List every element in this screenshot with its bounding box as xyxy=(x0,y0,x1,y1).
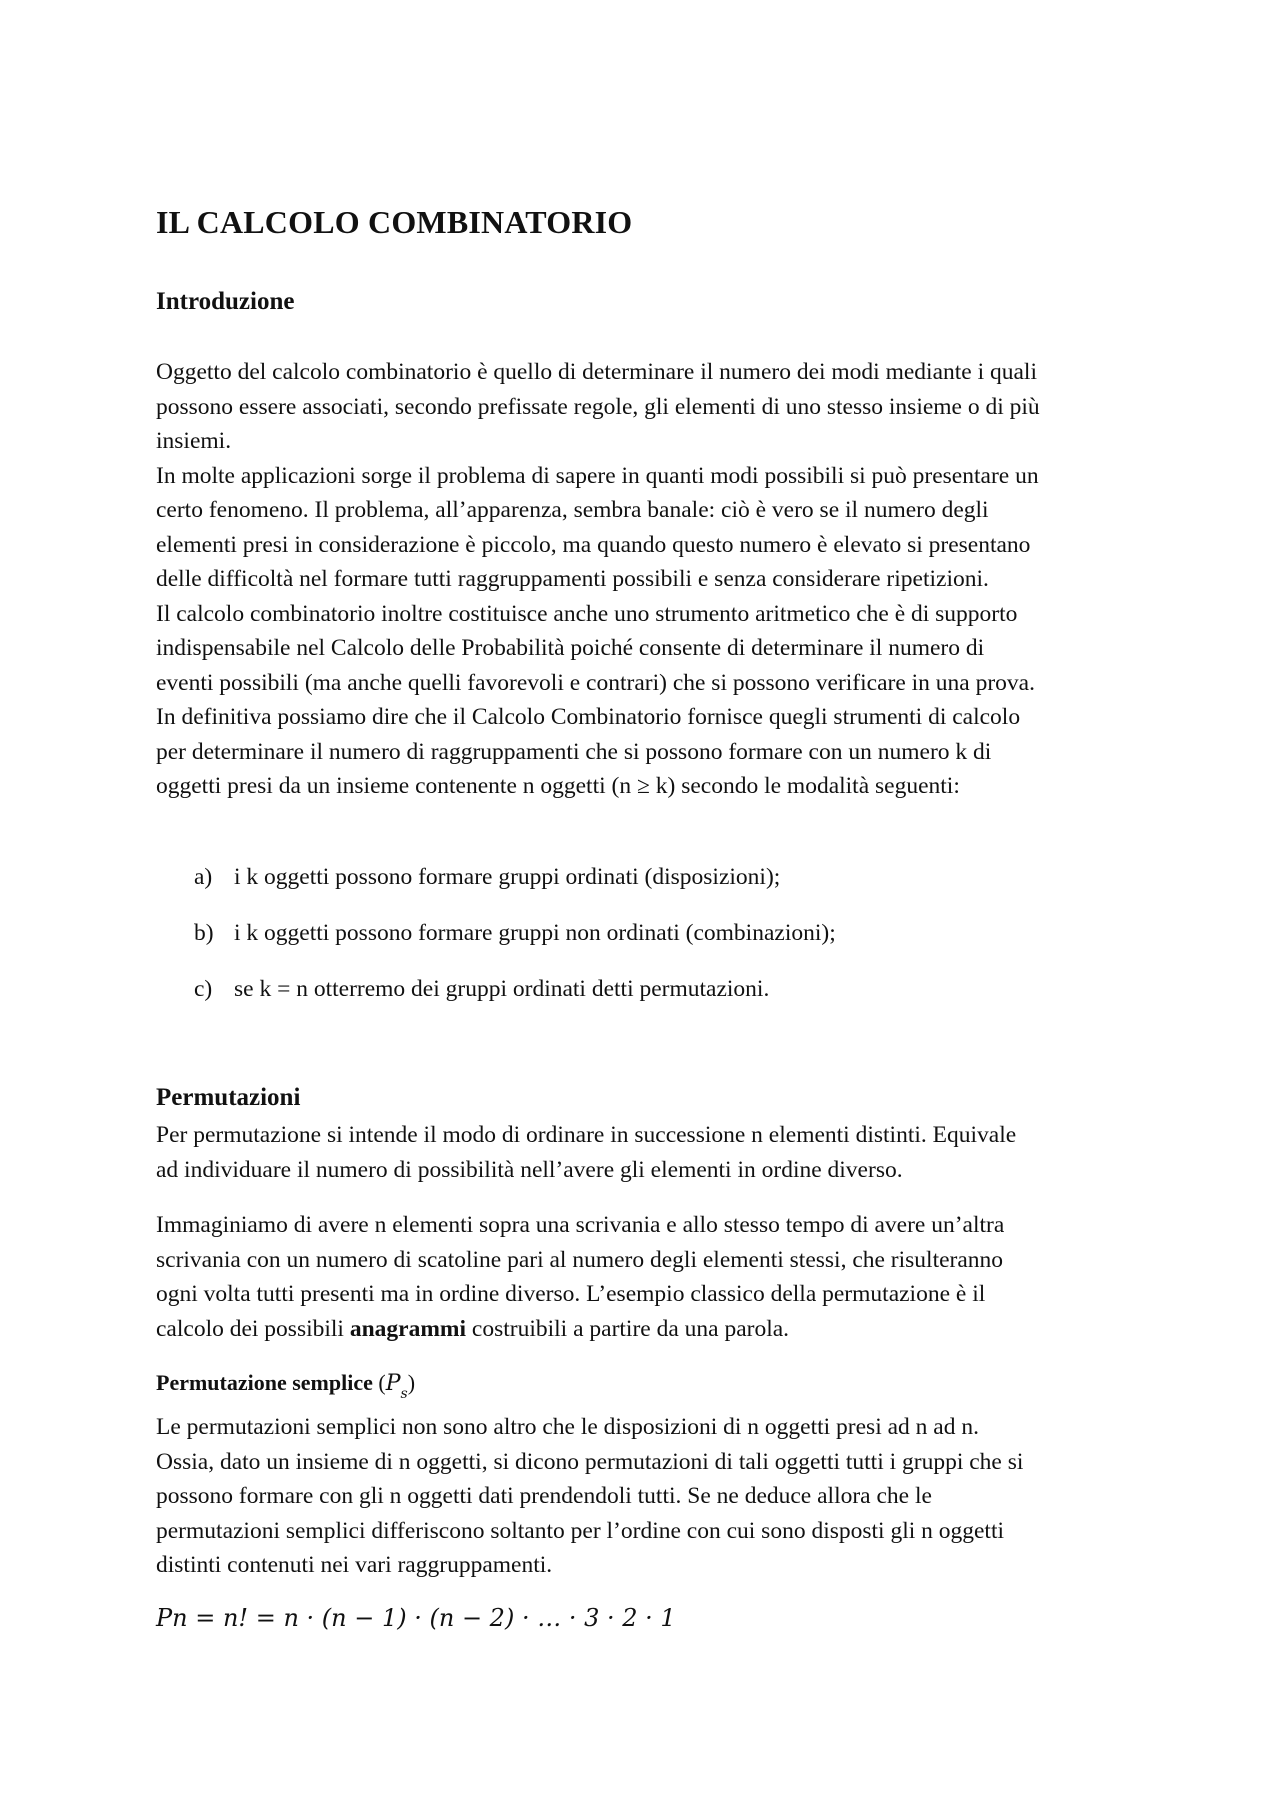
bold-term-anagrammi: anagrammi xyxy=(349,1315,467,1342)
text-line: eventi possibili (ma anche quelli favorevoli e contrari) che si possono verificare in una prova. xyxy=(156,669,1035,696)
document-title: IL CALCOLO COMBINATORIO xyxy=(156,204,633,240)
list-text: i k oggetti possono formare gruppi ordinati (disposizioni); xyxy=(234,864,781,890)
permutazione-semplice-paragraph xyxy=(156,1410,1136,1583)
permutazioni-paragraph-1 xyxy=(156,1118,1136,1187)
text-line: ogni volta tutti presenti ma in ordine diverso. L’esempio classico della permutazione è il xyxy=(156,1281,986,1307)
list-marker: c) xyxy=(194,976,213,1002)
intro-heading: Introduzione xyxy=(156,288,295,315)
list-item xyxy=(194,916,836,972)
symbol-close: ) xyxy=(407,1370,416,1395)
text-line: Immaginiamo di avere n elementi sopra una scrivania e allo stesso tempo di avere un’altra xyxy=(156,1212,1005,1238)
list-marker: a) xyxy=(194,864,213,890)
list-item xyxy=(194,860,836,916)
text-line: Ossia, dato un insieme di n oggetti, si dicono permutazioni di tali oggetti tutti i gruppi che si xyxy=(156,1448,1024,1475)
text-line xyxy=(156,1312,1136,1347)
symbol-letter: P xyxy=(385,1371,401,1396)
text-run: costruibili a partire da una parola. xyxy=(466,1315,790,1342)
text-run: calcolo dei possibili xyxy=(156,1315,350,1342)
text-line: indispensabile nel Calcolo delle Probabilità poiché consente di determinare il numero di xyxy=(156,635,985,661)
list-text: se k = n otterremo dei gruppi ordinati detti permutazioni. xyxy=(234,976,770,1002)
text-line: insiemi. xyxy=(156,428,232,454)
symbol-open: ( xyxy=(378,1370,386,1395)
permutation-formula: Pn = n! = n · (n − 1) · (n − 2) · … · 3 · 2 · 1 xyxy=(156,1604,676,1632)
text-line: Oggetto del calcolo combinatorio è quello di determinare il numero dei modi mediante i quali xyxy=(156,359,1037,385)
text-line: delle difficoltà nel formare tutti raggruppamenti possibili e senza considerare ripetizioni. xyxy=(156,566,989,592)
heading-text: Permutazione semplice xyxy=(156,1370,373,1395)
text-line: possono formare con gli n oggetti dati prendendoli tutti. Se ne deduce allora che le xyxy=(156,1483,932,1509)
text-line: Il calcolo combinatorio inoltre costituisce anche uno strumento aritmetico che è di supporto xyxy=(156,600,1018,627)
permutazioni-paragraph-2 xyxy=(156,1208,1136,1346)
text-line: scrivania con un numero di scatoline pari al numero degli elementi stessi, che risulteranno xyxy=(156,1246,1004,1273)
text-line: distinti contenuti nei vari raggruppamenti. xyxy=(156,1552,553,1578)
text-line: per determinare il numero di raggruppamenti che si possono formare con un numero k di xyxy=(156,738,992,765)
text-line: permutazioni semplici differiscono soltanto per l’ordine con cui sono disposti gli n oggetti xyxy=(156,1517,1005,1544)
text-line: Per permutazione si intende il modo di ordinare in successione n elementi distinti. Equivale xyxy=(156,1122,1017,1148)
text-line: oggetti presi da un insieme contenente n oggetti (n ≥ k) secondo le modalità seguenti: xyxy=(156,773,960,799)
text-line: ad individuare il numero di possibilità nell’avere gli elementi in ordine diverso. xyxy=(156,1156,903,1183)
symbol-subscript: s xyxy=(400,1386,408,1402)
list-item xyxy=(194,972,836,1028)
modalita-list xyxy=(194,860,836,1028)
text-line: In definitiva possiamo dire che il Calcolo Combinatorio fornisce quegli strumenti di calcolo xyxy=(156,704,1021,730)
text-line: Le permutazioni semplici non sono altro che le disposizioni di n oggetti presi ad n ad n. xyxy=(156,1414,979,1440)
text-line: elementi presi in considerazione è piccolo, ma quando questo numero è elevato si presentano xyxy=(156,531,1031,558)
text-line: In molte applicazioni sorge il problema di sapere in quanti modi possibili si può presentare un xyxy=(156,462,1039,489)
intro-paragraph xyxy=(156,355,1136,804)
text-line: certo fenomeno. Il problema, all’apparenza, sembra banale: ciò è vero se il numero degli xyxy=(156,497,989,523)
text-line: possono essere associati, secondo prefissate regole, gli elementi di uno stesso insieme o di più xyxy=(156,393,1040,420)
list-marker: b) xyxy=(194,920,214,946)
permutazione-semplice-heading xyxy=(156,1370,415,1402)
permutazioni-heading: Permutazioni xyxy=(156,1084,301,1111)
list-text: i k oggetti possono formare gruppi non ordinati (combinazioni); xyxy=(234,920,836,946)
